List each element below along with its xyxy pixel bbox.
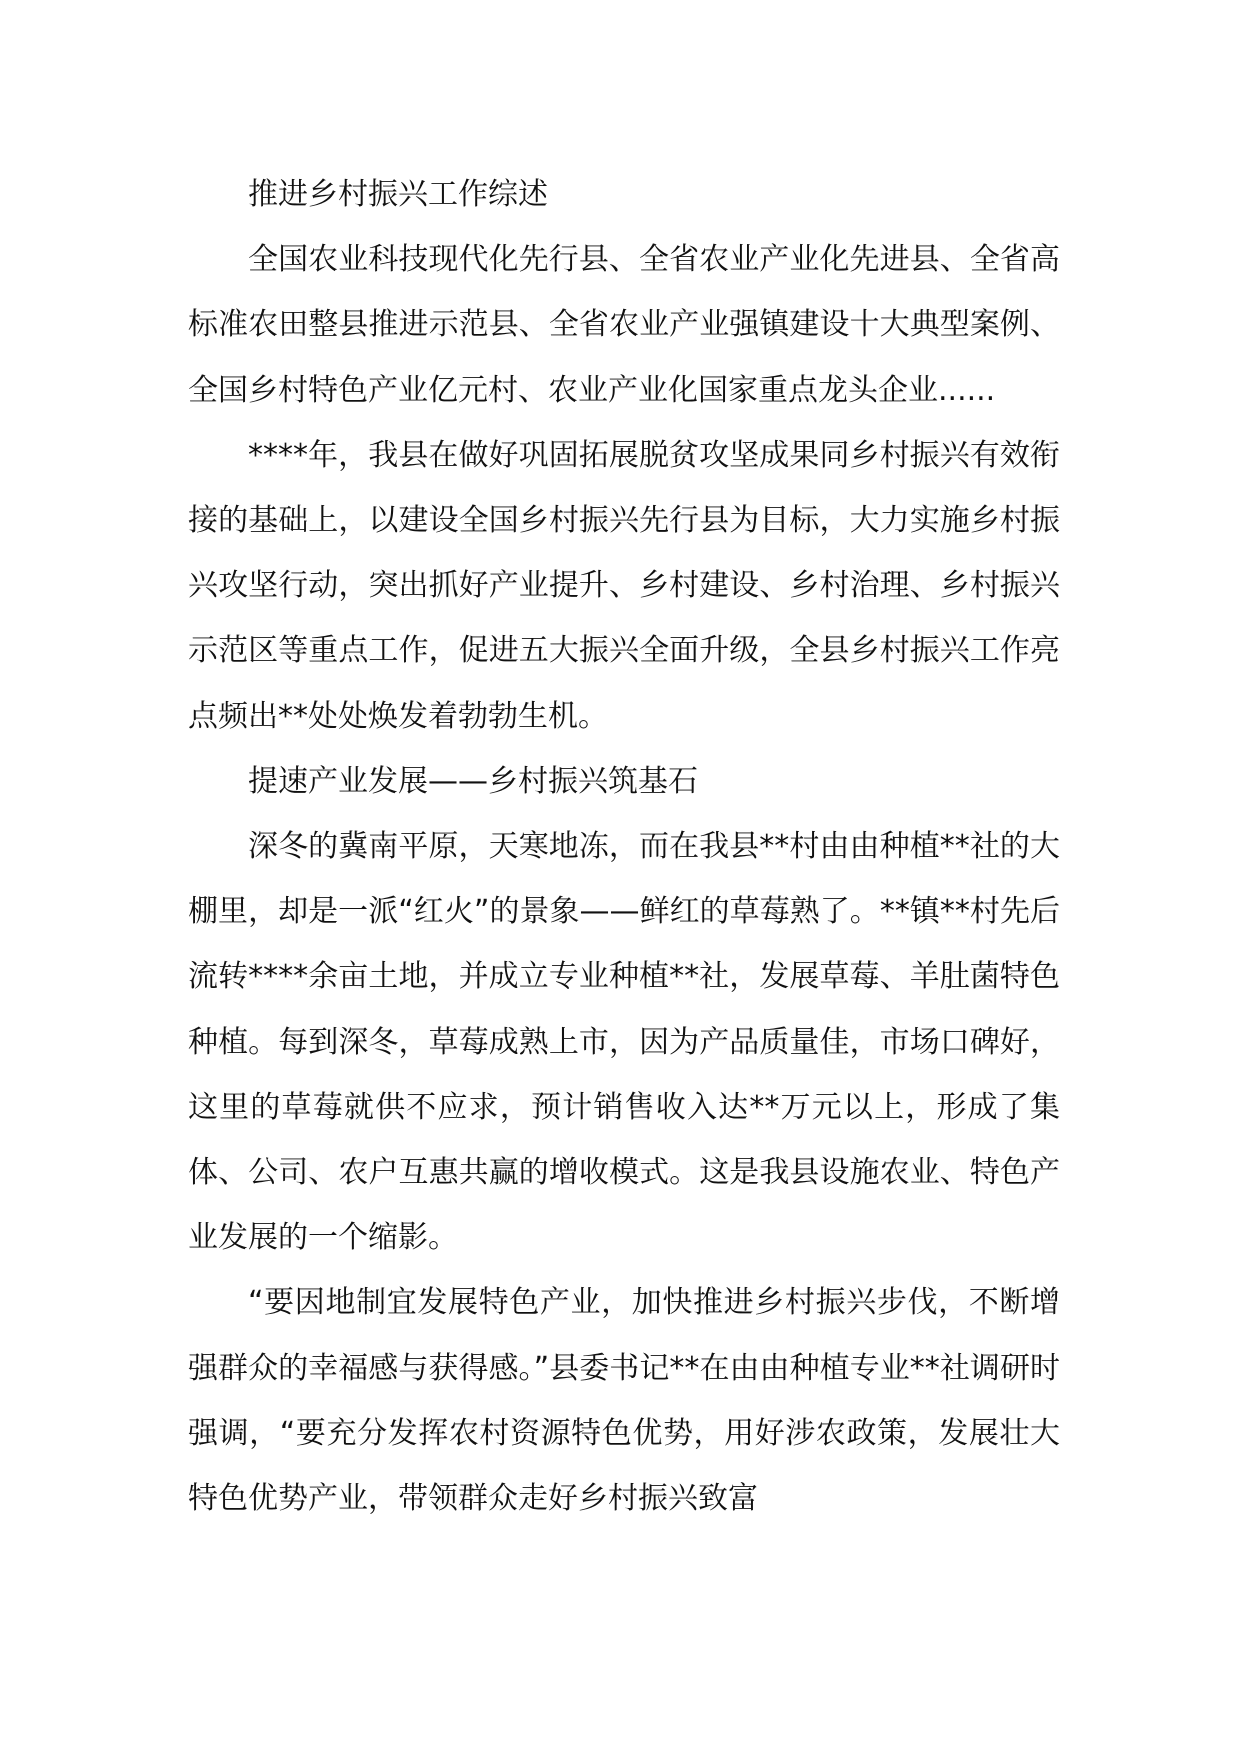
- paragraph-overview: ****年，我县在做好巩固拓展脱贫攻坚成果同乡村振兴有效衔接的基础上，以建设全国乡村振兴先行县为目标，大力实施乡村振兴攻坚行动，突出抓好产业提升、乡村建设、乡村治理、乡村振兴示范区等重点工作，促进五大振兴全面升级，全县乡村振兴工作亮点频出**处处焕发着勃勃生机。: [188, 437, 1060, 734]
- document-title: 推进乡村振兴工作综述: [248, 177, 548, 212]
- paragraph-quote: “要因地制宜发展特色产业，加快推进乡村振兴步伐，不断增强群众的幸福感与获得感。”县委书记**在由由种植专业**社调研时强调，“要充分发挥农村资源特色优势，用好涉农政策，发展壮大特色优势产业，带领群众走好乡村振兴致富: [188, 1285, 1060, 1517]
- paragraph-honors: 全国农业科技现代化先行县、全省农业产业化先进县、全省高标准农田整县推进示范县、全省农业产业强镇建设十大典型案例、全国乡村特色产业亿元村、农业产业化国家重点龙头企业......: [188, 242, 1060, 408]
- paragraph-strawberry: 深冬的冀南平原，天寒地冻，而在我县**村由由种植**社的大棚里，却是一派“红火”的景象——鲜红的草莓熟了。**镇**村先后流转****余亩土地，并成立专业种植**社，发展草莓、羊肚菌特色种植。每到深冬，草莓成熟上市，因为产品质量佳，市场口碑好，这里的草莓就供不应求，预计销售收入达**万元以上，形成了集体、公司、农户互惠共赢的增收模式。这是我县设施农业、特色产业发展的一个缩影。: [188, 829, 1060, 1256]
- section-heading-industry: 提速产业发展——乡村振兴筑基石: [248, 763, 698, 799]
- document-body: [188, 162, 1060, 1531]
